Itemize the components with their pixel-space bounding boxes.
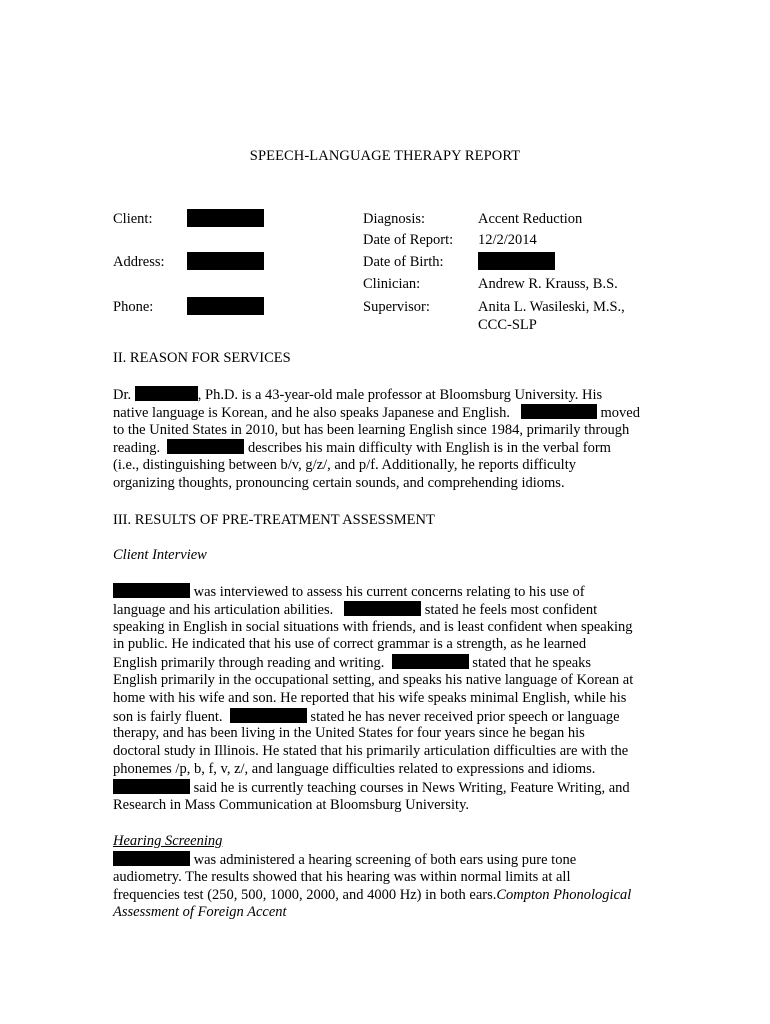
diagnosis-value: Accent Reduction [478,211,583,227]
address-label: Address: [113,254,165,270]
client-interview-heading: Client Interview [113,547,207,563]
name-redaction [135,386,198,401]
client-interview-paragraph: was interviewed to assess his current concerns relating to his use of language and his articulation abilities. stated he feels most confident speaking in English in social situations with friends, and is least confident when speaking in public. He indicated that his use of correct grammar is a strength, as he learned English primarily through reading and writing. stated that he speaks English primarily in the occupational setting, and speaks his native language of Korean at home with his wife and son. He reported that his wife speaks minimal English, while his son is fairly fluent. stated he has never received prior speech or language therapy, and has been living in the United States for four years since he began his doctoral study in Illinois. He stated that his primarily articulation difficulties are with the phonemes /p, b, f, v, z/, and language difficulties related to expressions and idioms. said he is currently teaching courses in News Writing, Feature Writing, and Research in Mass Communication at Bloomsburg University. [113,584,634,813]
supervisor-label: Supervisor: [363,299,430,315]
client-label: Client: [113,211,153,227]
name-redaction [521,404,597,419]
diagnosis-label: Diagnosis: [363,211,426,227]
client-redaction [187,209,264,227]
phone-redaction [187,297,264,315]
results-heading: III. RESULTS OF PRE-TREATMENT ASSESSMENT [113,512,435,528]
name-redaction [230,708,307,723]
phone-label: Phone: [113,299,154,315]
supervisor-value-line2: CCC-SLP [478,317,537,333]
name-redaction [113,779,190,794]
address-redaction [187,252,264,270]
hearing-screening-heading: Hearing Screening [113,833,223,849]
date-of-birth-label: Date of Birth: [363,254,444,270]
hearing-screening-paragraph: was administered a hearing screening of both ears using pure tone audiometry. The results showed that his hearing was within normal limits at all frequencies test (250, 500, 1000, 2000, and 4000 Hz) in both ears.Compton Phonological Assessment of Foreign Accent [113,852,632,921]
name-redaction [344,601,421,616]
name-redaction [392,654,469,669]
supervisor-value-line1: Anita L. Wasileski, M.S., [478,299,625,315]
date-of-birth-redaction [478,252,555,270]
clinician-label: Clinician: [363,276,421,292]
name-redaction [113,851,190,866]
clinician-value: Andrew R. Krauss, B.S. [478,276,618,292]
date-of-report-value: 12/2/2014 [478,232,537,248]
name-redaction [167,439,244,454]
name-redaction [113,583,190,598]
date-of-report-label: Date of Report: [363,232,454,248]
reason-paragraph: Dr. , Ph.D. is a 43-year-old male professor at Bloomsburg University. His native language is Korean, and he also speaks Japanese and English. moved to the United States in 2010, but has been learning English since 1984, primarily through reading. describes his main difficulty with English is in the verbal form (i.e., distinguishing between b/v, g/z/, and p/f. Additionally, he reports difficulty organizing thoughts, pronouncing certain sounds, and comprehending idioms. [113,387,640,491]
report-title: SPEECH-LANGUAGE THERAPY REPORT [249,148,521,164]
reason-heading: II. REASON FOR SERVICES [113,350,291,366]
